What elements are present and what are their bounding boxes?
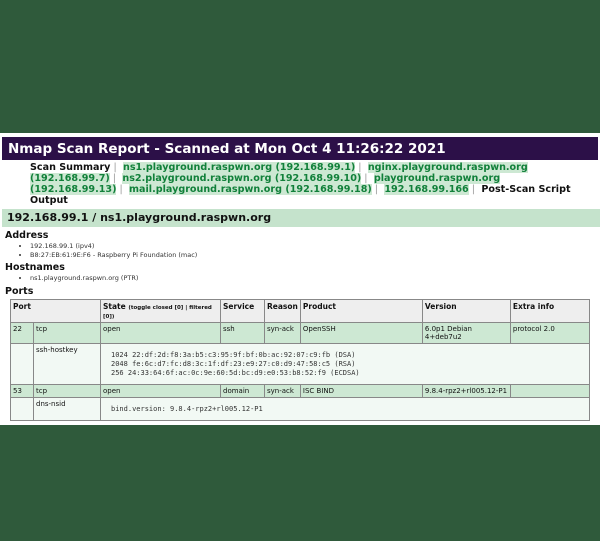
table-row: [11, 322, 590, 343]
host-link[interactable]: nginx.playground.raspwn.org (192.168.99.7): [30, 162, 528, 184]
separator: |: [364, 173, 368, 184]
version-cell: 6.0p1 Debian 4+deb7u2: [422, 322, 510, 343]
ports-table: [10, 299, 590, 421]
ports-heading: Ports: [5, 285, 34, 297]
separator: |: [119, 184, 123, 195]
separator: |: [471, 184, 475, 195]
extra-cell: [510, 384, 589, 397]
port-cell: 53: [11, 384, 34, 397]
col-extra: Extra info: [510, 299, 589, 322]
service-cell: domain: [221, 384, 265, 397]
separator: |: [113, 162, 117, 173]
script-name: ssh-hostkey: [34, 343, 101, 384]
host-link[interactable]: ns1.playground.raspwn.org (192.168.99.1): [123, 162, 356, 173]
proto-cell: tcp: [34, 322, 101, 343]
state-cell: open: [101, 384, 221, 397]
nav-links: [30, 162, 575, 206]
separator: |: [358, 162, 362, 173]
product-cell: ISC BIND: [300, 384, 422, 397]
version-cell: 9.8.4-rpz2+rl005.12-P1: [422, 384, 510, 397]
hostnames-heading: Hostnames: [5, 262, 65, 273]
script-name: dns-nsid: [34, 397, 101, 420]
report-page: [0, 133, 600, 425]
port-cell: 22: [11, 322, 34, 343]
col-product: Product: [300, 299, 422, 322]
host-link[interactable]: playground.raspwn.org (192.168.99.13): [30, 173, 501, 195]
proto-cell: tcp: [34, 384, 101, 397]
product-cell: OpenSSH: [300, 322, 422, 343]
address-item: • B8:27:EB:61:9E:F6 - Raspberry Pi Foundation (mac): [30, 251, 600, 260]
table-row: [11, 384, 590, 397]
post-scan-link[interactable]: Post-Scan Script Output: [30, 184, 571, 206]
host-header[interactable]: 192.168.99.1 / ns1.playground.raspwn.org: [2, 209, 600, 227]
reason-cell: syn-ack: [265, 322, 301, 343]
hostname-item: • ns1.playground.raspwn.org (PTR): [30, 274, 600, 283]
col-port: Port: [11, 299, 101, 322]
state-label: State: [103, 301, 126, 311]
host-link[interactable]: ns2.playground.raspwn.org (192.168.99.10): [122, 173, 362, 184]
script-row: [11, 343, 590, 384]
table-header: [11, 299, 590, 322]
col-state: [101, 299, 221, 322]
host-link[interactable]: mail.playground.raspwn.org (192.168.99.18): [129, 184, 372, 195]
col-service: Service: [221, 299, 265, 322]
page-title: Nmap Scan Report - Scanned at Mon Oct 4 11:26:22 2021: [2, 137, 598, 160]
col-version: Version: [422, 299, 510, 322]
scan-summary-link[interactable]: Scan Summary: [30, 162, 111, 173]
empty-cell: [11, 343, 34, 384]
separator: |: [374, 184, 379, 195]
toggle-link[interactable]: (toggle closed [0] | filtered [0]): [103, 304, 212, 320]
script-output: bind.version: 9.8.4-rpz2+rl005.12-P1: [111, 404, 263, 413]
host-link[interactable]: 192.168.99.166: [384, 184, 469, 195]
reason-cell: syn-ack: [265, 384, 301, 397]
state-cell: open: [101, 322, 221, 343]
script-output-cell: [101, 397, 590, 420]
script-output: 1024 22:df:2d:f8:3a:b5:c3:95:9f:bf:0b:ac:92:07:c9:fb (DSA) 2048 fe:6c:d7:fc:d8:3c:1f:df:23:e9:27:c0:d9:47:58:c5 (RSA) 256 24:33:64:6f:ac:0c:9e:60:5d:bc:d9:e0:53:b8:52:f9 (ECDSA): [111, 350, 360, 377]
address-heading: Address: [5, 230, 49, 241]
address-item: • 192.168.99.1 (ipv4): [30, 242, 600, 251]
extra-cell: protocol 2.0: [510, 322, 589, 343]
script-output-cell: [101, 343, 590, 384]
col-reason: Reason: [265, 299, 301, 322]
empty-cell: [11, 397, 34, 420]
service-cell: ssh: [221, 322, 265, 343]
separator: |: [112, 173, 117, 184]
script-row: [11, 397, 590, 420]
